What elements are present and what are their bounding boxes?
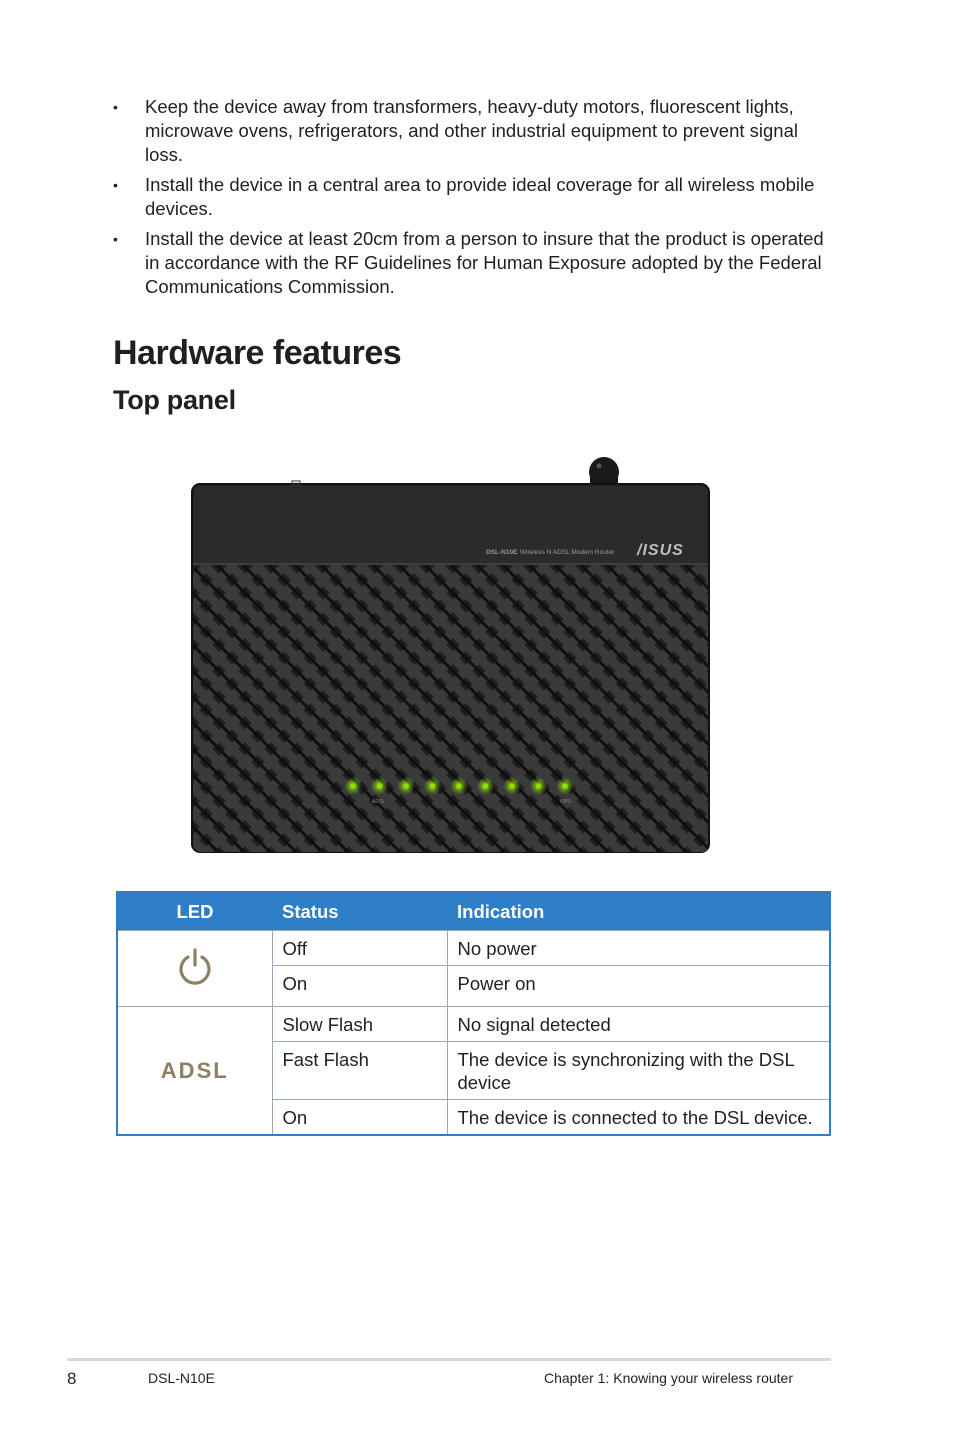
page-title: Hardware features [113,334,402,372]
page-number: 8 [67,1369,77,1388]
led-indicator [377,783,383,789]
diamond-pattern [188,565,713,855]
led-indicator [350,783,356,789]
led-indicator [430,783,436,789]
indication-cell: The device is synchronizing with the DSL device [447,1042,830,1100]
bullet-text: Install the device at least 20cm from a person to insure that the product is operated in accordance with the RF Guidelines for Human Exposure adopted by the Federal Communications Commission. [145,228,824,297]
header-status: Status [272,892,447,931]
table-header-row [117,892,830,931]
led-indicator [509,783,515,789]
router-desc-text: Wireless N ADSL Modem Router [520,549,615,556]
led-label-adsl: ADSL [372,799,386,805]
indication-cell: No power [447,931,830,966]
list-item [113,173,833,221]
led-table [116,891,831,1136]
header-led: LED [117,892,272,931]
router-top-panel-image [188,455,713,855]
table-row [117,931,830,966]
indication-cell: No signal detected [447,1007,830,1042]
led-indicator [536,783,542,789]
bullet-dot: • [113,99,118,115]
table-row [117,1007,830,1042]
bullet-text: Install the device in a central area to provide ideal coverage for all wireless mobile devices. [145,174,815,219]
footer-divider [67,1358,831,1361]
status-cell: Off [272,931,447,966]
indication-cell: The device is connected to the DSL device. [447,1100,830,1136]
footer-chapter: Chapter 1: Knowing your wireless router [543,1370,793,1386]
power-icon [176,947,214,987]
led-indicator [562,783,568,789]
power-led-cell [117,931,272,1007]
bullet-dot: • [113,177,118,193]
led-indicator [403,783,409,789]
list-item [113,227,833,299]
status-cell: Fast Flash [272,1042,447,1100]
bullet-text: Keep the device away from transformers, heavy-duty motors, fluorescent lights, microwave ovens, refrigerators, and other industrial equipment to prevent signal loss. [145,96,798,165]
asus-logo: /ISUS [637,542,684,559]
bullet-dot: • [113,231,118,247]
header-indication: Indication [447,892,830,931]
led-label-wps: WPS [560,799,572,805]
adsl-led-cell [117,1007,272,1136]
section-title: Top panel [113,385,236,415]
status-cell: On [272,966,447,1007]
led-indicator [483,783,489,789]
bullet-list [113,95,833,305]
led-row [344,777,574,795]
indication-cell: Power on [447,966,830,1007]
status-cell: On [272,1100,447,1136]
footer-model: DSL-N10E [148,1370,215,1386]
list-item [113,95,833,167]
led-indicator [456,783,462,789]
status-cell: Slow Flash [272,1007,447,1042]
router-model-text: DSL-N10E [486,549,518,556]
adsl-icon: ADSL [160,1058,229,1083]
